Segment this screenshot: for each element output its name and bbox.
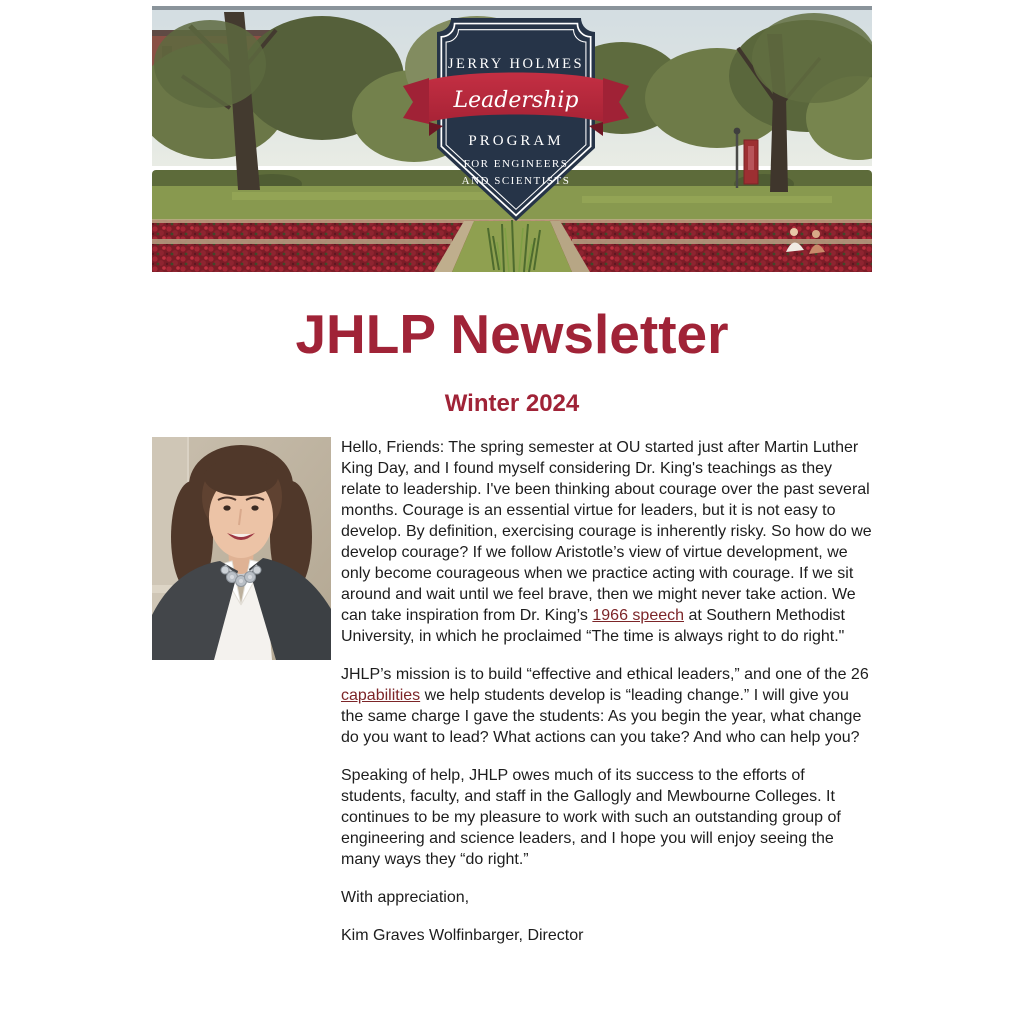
page-title: JHLP Newsletter: [295, 303, 729, 365]
badge-line-and-scientists: AND SCIENTISTS: [461, 175, 571, 187]
header-banner-image: [152, 6, 872, 272]
text-run: With appreciation,: [341, 889, 470, 906]
text-run: Hello, Friends: The spring semester at OU started just after Martin Luther King Day, and I found myself considering Dr. King's teachings as they relate to leadership. I've been thinking about courage over the past several months. Courage is an essential virtue for leaders, but it is not easy to develop. By definition, exercising courage is inherently risky. So how do we develop courage? If we follow Aristotle’s view of virtue development, we only become courageous when we practice acting with courage. If we sit around and wait until we feel brave, then we might never take action. We can take inspiration from Dr. King’s: [341, 439, 872, 624]
badge-line-program: PROGRAM: [468, 133, 564, 149]
paragraph: [341, 437, 872, 647]
link-1966-speech[interactable]: 1966 speech: [592, 607, 685, 624]
paragraph: [341, 765, 872, 870]
director-photo: [152, 437, 331, 660]
badge-line-jerry-holmes: JERRY HOLMES: [447, 56, 585, 72]
text-run: Kim Graves Wolfinbarger, Director: [341, 927, 584, 944]
badge-line-for-engineers: FOR ENGINEERS: [463, 158, 569, 170]
red-phone-booth: [744, 140, 758, 184]
text-run: we help students develop is “leading change.” I will give you the same charge I gave the students: As you begin the year, what change do you want to lead? What actions can you take? And who can help you?: [341, 687, 862, 746]
link-capabilities[interactable]: capabilities: [341, 687, 421, 704]
issue-subtitle: Winter 2024: [444, 390, 580, 417]
text-run: JHLP’s mission is to build “effective and ethical leaders,” and one of the 26: [341, 666, 869, 683]
text-run: Speaking of help, JHLP owes much of its success to the efforts of students, faculty, and staff in the Gallogly and Mewbourne Colleges. It continues to be my pleasure to work with such an outstanding group of engineering and science leaders, and I hope you will enjoy seeing the many ways they “do right.”: [341, 767, 841, 868]
newsletter-page: [152, 0, 872, 963]
paragraph: [341, 887, 872, 908]
text-run: at Southern Methodist University, in which he proclaimed “The time is always right to do right.": [341, 607, 845, 645]
body-text: [341, 437, 872, 963]
paragraph: [341, 925, 872, 946]
paragraph: [341, 664, 872, 748]
badge-ribbon-leadership: Leadership: [453, 88, 579, 113]
newsletter-body: [152, 437, 872, 963]
campus-photo-illustration: [152, 6, 872, 272]
portrait-illustration: [152, 437, 331, 660]
